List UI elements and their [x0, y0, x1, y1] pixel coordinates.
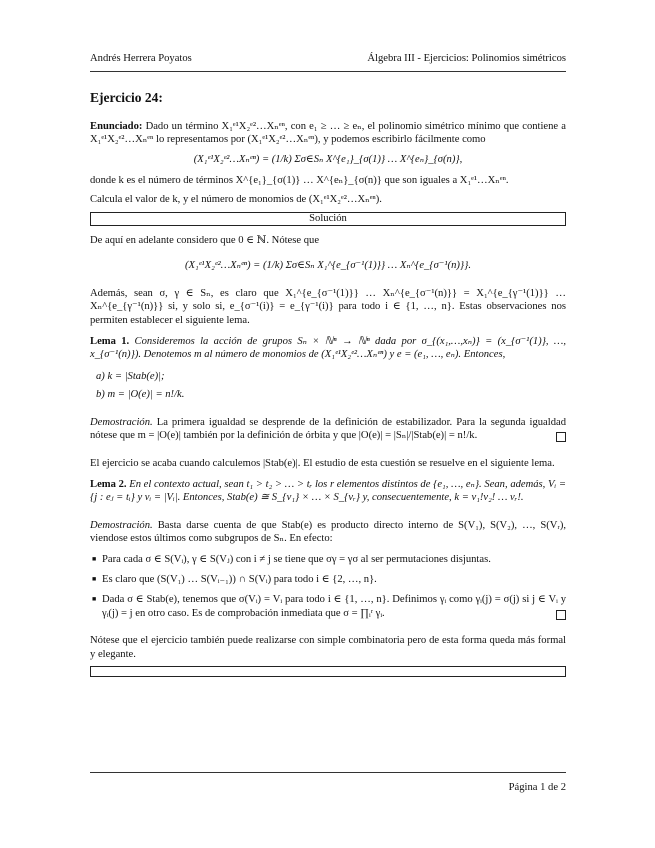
- qed-icon: [556, 432, 566, 442]
- list-item-text: Para cada σ ∈ S(Vᵢ), γ ∈ S(Vⱼ) con i ≠ j se tiene que σγ = γσ al ser permutaciones disjuntas.: [102, 553, 491, 565]
- proof-text: Basta darse cuenta de que Stab(e) es producto directo interno de S(V₁), S(V₂), …, S(Vᵣ),: [152, 519, 566, 531]
- statement-label: Enunciado:: [90, 121, 143, 132]
- exercise-title: Ejercicio 24:: [90, 90, 163, 105]
- proof-text: viendose estos últimos como subgrupos de Sₙ. En efecto:: [90, 533, 333, 545]
- list-item: [92, 573, 566, 586]
- header-rule: [90, 71, 566, 72]
- paragraph: formal y elegante.: [90, 635, 566, 660]
- statement: [90, 120, 566, 206]
- statement-text: que contiene a X₁ᵉ¹X₂ᵉ²…Xₙᵉⁿ lo representamos por (X₁ᵉ¹X₂ᵉ²…Xₙᵉⁿ), y podemos escribirlo fácilmente: [90, 121, 566, 146]
- paragraph: e_{γ⁻¹(i)} para todo i ∈ {1, …, n}. Estas observaciones nos permiten establecer el siguiente lema.: [90, 301, 566, 326]
- page-header: [90, 52, 566, 66]
- paragraph: Nótese que el ejercicio también puede realizarse con simple combinatoria pero de esta forma queda más: [90, 635, 535, 647]
- header-title: Álgebra III - Ejercicios: Polinomios simétricos: [367, 53, 566, 64]
- page-footer: [90, 772, 566, 794]
- lemma-text: k = v₁!v₂! … vᵣ!.: [454, 492, 524, 504]
- lemma-text: Denotemos m al número de monomios de (X₁ᵉ¹X₂ᵉ²…Xₙᵉⁿ) y e = (e₁, …, eₙ). Entonces,: [143, 349, 506, 361]
- header-author: Andrés Herrera Poyatos: [90, 53, 192, 64]
- footer-rule: [90, 772, 566, 773]
- equation: (X₁ᵉ¹X₂ᵉ²…Xₙᵉⁿ) = (1/k) Σσ∈Sₙ X₁^{e_{σ⁻¹(1)}} … Xₙ^{e_{σ⁻¹(n)}}.: [184, 260, 472, 272]
- page-body: [90, 52, 566, 677]
- list-item: [92, 553, 566, 566]
- statement-text: Calcula el valor de k, y el número de monomios de (X₁ᵉ¹X₂ᵉ²…Xₙᵉⁿ).: [90, 193, 382, 205]
- solution: [90, 234, 566, 661]
- bullet-icon: ■: [92, 574, 97, 583]
- lemma-item-a: a) k = |Stab(e)|;: [96, 370, 165, 382]
- bullet-icon: ■: [92, 595, 97, 604]
- paragraph: Además, sean σ, γ ∈ Sₙ, es claro que X₁^{e_{σ⁻¹(1)}} … Xₙ^{e_{σ⁻¹(n)}} = X₁^{e_{γ⁻¹(1)}} … Xₙ^{e_{γ⁻¹(n)}} si, y solo si, e_{σ⁻¹(i)} =: [90, 287, 566, 313]
- lemma-text: Consideremos la acción de grupos Sₙ × ℕⁿ → ℕⁿ dada por σ_{(x₁,…,xₙ)} = (x_{σ⁻¹(1)}, …, x_{σ⁻¹(n)}).: [90, 336, 566, 361]
- qed-icon: [556, 610, 566, 620]
- bullet-list: [90, 553, 566, 621]
- proof-text: n!/k.: [457, 430, 478, 442]
- equation: (X₁ᵉ¹X₂ᵉ²…Xₙᵉⁿ) = (1/k) Σσ∈Sₙ X^{e₁}_{σ(1)} … X^{eₙ}_{σ(n)},: [193, 153, 463, 165]
- lemma-label: Lema 2.: [90, 478, 127, 490]
- paragraph: lema.: [531, 457, 555, 469]
- lemma-text: En el contexto actual, sean t₁ > t₂ > … > tᵣ los r elementos distintos de {e₁, …, eₙ}.: [129, 478, 482, 490]
- paragraph: El ejercicio se acaba cuando calculemos |Stab(e)|. El estudio de esta cuestión se resuelve en el siguiente: [90, 457, 529, 469]
- proof-label: Demostración.: [90, 519, 153, 531]
- lemma-label: Lema 1.: [90, 336, 130, 348]
- statement-text: Dado un término X₁ᵉ¹X₂ᵉ²…Xₙᵉⁿ, con e₁ ≥ … ≥ eₙ, el polinomio simétrico mínimo: [145, 121, 501, 132]
- solution-end-box: [90, 666, 566, 677]
- page-number: Página 1 de 2: [508, 782, 566, 793]
- solution-header-box: Solución: [90, 212, 566, 226]
- proof-label: Demostración.: [90, 416, 153, 428]
- proof-text: La primera igualdad se desprende de la definición de estabilizador. Para la segunda: [152, 416, 526, 428]
- lemma-item-b: b) m = |O(e)| = n!/k.: [96, 389, 185, 401]
- list-item-text: si j ∈ Vᵢ y γᵢ(j) = j en otro caso. Es de comprobación inmediata que σ = ∏ᵢʳ γᵢ.: [102, 594, 566, 619]
- statement-text: como: [462, 134, 486, 146]
- list-item-text: Dada σ ∈ Stab(e), tenemos que σ(Vᵢ) = Vᵢ para todo i ∈ {1, …, n}. Definimos γᵢ como γᵢ(j) = σ(j): [102, 594, 520, 606]
- proof-text: igualdad nótese que m = |O(e)| también por la definición de órbita y que |O(e)| = |Sₙ|/|Stab(e)| =: [90, 416, 566, 442]
- statement-text: donde k es el número de términos X^{e₁}_{σ(1)} … X^{eₙ}_{σ(n)} que son iguales a X₁ᵉ¹…Xₙᵉⁿ.: [90, 175, 509, 187]
- list-item: [92, 593, 566, 620]
- lemma-text: Sean, además, Vᵢ = {j : eⱼ = tᵢ} y vᵢ = |Vᵢ|. Entonces, Stab(e) ≅ S_{v₁} × … × S_{vᵣ} y, consecuentemente,: [90, 478, 566, 504]
- paragraph: De aquí en adelante considero que 0 ∈ ℕ. Nótese que: [90, 235, 320, 247]
- list-item-text: Es claro que (S(V₁) … S(Vᵢ₋₁)) ∩ S(Vᵢ) para todo i ∈ {2, …, n}.: [102, 573, 377, 585]
- bullet-icon: ■: [92, 554, 97, 563]
